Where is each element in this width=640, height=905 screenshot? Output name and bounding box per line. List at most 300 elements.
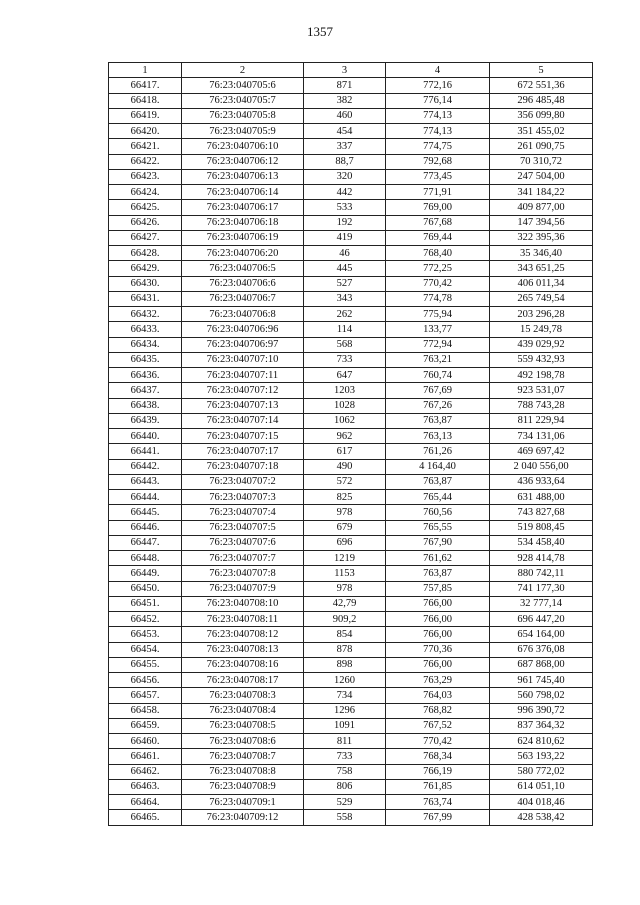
- cadastral-number-cell: 76:23:040707:7: [182, 551, 304, 566]
- cadastral-number-cell: 76:23:040707:4: [182, 505, 304, 520]
- cadastral-value-cell: 15 249,78: [490, 322, 593, 337]
- unit-value-cell: 792,68: [386, 154, 490, 169]
- cadastral-number-cell: 76:23:040706:20: [182, 246, 304, 261]
- unit-value-cell: 775,94: [386, 307, 490, 322]
- area-cell: 733: [304, 352, 386, 367]
- table-row: [109, 246, 593, 261]
- cadastral-value-cell: 406 011,34: [490, 276, 593, 291]
- row-number-cell: 66423.: [109, 169, 182, 184]
- table-row: [109, 124, 593, 139]
- unit-value-cell: 766,00: [386, 596, 490, 611]
- area-cell: 558: [304, 810, 386, 825]
- cadastral-value-cell: 743 827,68: [490, 505, 593, 520]
- row-number-cell: 66465.: [109, 810, 182, 825]
- cadastral-number-cell: 76:23:040707:8: [182, 566, 304, 581]
- cadastral-number-cell: 76:23:040708:11: [182, 612, 304, 627]
- row-number-cell: 66442.: [109, 459, 182, 474]
- cadastral-value-cell: 203 296,28: [490, 307, 593, 322]
- cadastral-value-cell: 631 488,00: [490, 490, 593, 505]
- row-number-cell: 66440.: [109, 429, 182, 444]
- area-cell: 1028: [304, 398, 386, 413]
- table-row: [109, 596, 593, 611]
- area-cell: 445: [304, 261, 386, 276]
- table-row: [109, 627, 593, 642]
- area-cell: 978: [304, 505, 386, 520]
- unit-value-cell: 763,13: [386, 429, 490, 444]
- cadastral-number-cell: 76:23:040707:15: [182, 429, 304, 444]
- cadastral-value-cell: 356 099,80: [490, 108, 593, 123]
- cadastral-value-cell: 247 504,00: [490, 169, 593, 184]
- table-row: [109, 566, 593, 581]
- cadastral-value-cell: 469 697,42: [490, 444, 593, 459]
- table-row: [109, 673, 593, 688]
- cadastral-value-cell: 296 485,48: [490, 93, 593, 108]
- table-row: [109, 703, 593, 718]
- cadastral-value-cell: 341 184,22: [490, 185, 593, 200]
- cadastral-value-cell: 436 933,64: [490, 474, 593, 489]
- row-number-cell: 66445.: [109, 505, 182, 520]
- cadastral-value-cell: 560 798,02: [490, 688, 593, 703]
- unit-value-cell: 774,13: [386, 108, 490, 123]
- row-number-cell: 66424.: [109, 185, 182, 200]
- area-cell: 758: [304, 764, 386, 779]
- unit-value-cell: 769,44: [386, 230, 490, 245]
- cadastral-number-cell: 76:23:040707:6: [182, 535, 304, 550]
- table-row: [109, 261, 593, 276]
- cadastral-number-cell: 76:23:040705:8: [182, 108, 304, 123]
- area-cell: 811: [304, 734, 386, 749]
- cadastral-value-cell: 563 193,22: [490, 749, 593, 764]
- cadastral-value-cell: 928 414,78: [490, 551, 593, 566]
- cadastral-number-cell: 76:23:040708:7: [182, 749, 304, 764]
- table-row: [109, 734, 593, 749]
- row-number-cell: 66446.: [109, 520, 182, 535]
- row-number-cell: 66447.: [109, 535, 182, 550]
- cadastral-value-cell: 614 051,10: [490, 779, 593, 794]
- table-row: [109, 139, 593, 154]
- table-row: [109, 398, 593, 413]
- area-cell: 419: [304, 230, 386, 245]
- cadastral-value-cell: 696 447,20: [490, 612, 593, 627]
- row-number-cell: 66418.: [109, 93, 182, 108]
- area-cell: 1153: [304, 566, 386, 581]
- cadastral-value-cell: 923 531,07: [490, 383, 593, 398]
- unit-value-cell: 763,87: [386, 474, 490, 489]
- cadastral-value-cell: 676 376,08: [490, 642, 593, 657]
- cadastral-value-cell: 624 810,62: [490, 734, 593, 749]
- row-number-cell: 66432.: [109, 307, 182, 322]
- table-row: [109, 291, 593, 306]
- cadastral-value-cell: 351 455,02: [490, 124, 593, 139]
- area-cell: 572: [304, 474, 386, 489]
- cadastral-number-cell: 76:23:040705:7: [182, 93, 304, 108]
- cadastral-value-cell: 2 040 556,00: [490, 459, 593, 474]
- cadastral-value-cell: 439 029,92: [490, 337, 593, 352]
- cadastral-number-cell: 76:23:040708:4: [182, 703, 304, 718]
- row-number-cell: 66455.: [109, 657, 182, 672]
- unit-value-cell: 771,91: [386, 185, 490, 200]
- table-row: [109, 200, 593, 215]
- unit-value-cell: 757,85: [386, 581, 490, 596]
- row-number-cell: 66426.: [109, 215, 182, 230]
- cadastral-value-cell: 519 808,45: [490, 520, 593, 535]
- unit-value-cell: 763,74: [386, 795, 490, 810]
- row-number-cell: 66459.: [109, 718, 182, 733]
- unit-value-cell: 768,40: [386, 246, 490, 261]
- row-number-cell: 66436.: [109, 368, 182, 383]
- row-number-cell: 66450.: [109, 581, 182, 596]
- area-cell: 962: [304, 429, 386, 444]
- table-row: [109, 185, 593, 200]
- row-number-cell: 66449.: [109, 566, 182, 581]
- table-row: [109, 352, 593, 367]
- row-number-cell: 66453.: [109, 627, 182, 642]
- unit-value-cell: 763,29: [386, 673, 490, 688]
- cadastral-value-cell: 322 395,36: [490, 230, 593, 245]
- row-number-cell: 66451.: [109, 596, 182, 611]
- row-number-cell: 66463.: [109, 779, 182, 794]
- cadastral-number-cell: 76:23:040707:13: [182, 398, 304, 413]
- unit-value-cell: 767,90: [386, 535, 490, 550]
- cadastral-number-cell: 76:23:040706:97: [182, 337, 304, 352]
- cadastral-value-cell: 654 164,00: [490, 627, 593, 642]
- unit-value-cell: 767,68: [386, 215, 490, 230]
- cadastral-number-cell: 76:23:040706:5: [182, 261, 304, 276]
- cadastral-number-cell: 76:23:040707:5: [182, 520, 304, 535]
- area-cell: 679: [304, 520, 386, 535]
- area-cell: 192: [304, 215, 386, 230]
- cadastral-number-cell: 76:23:040705:6: [182, 78, 304, 93]
- row-number-cell: 66434.: [109, 337, 182, 352]
- table-row: [109, 154, 593, 169]
- row-number-cell: 66428.: [109, 246, 182, 261]
- area-cell: 442: [304, 185, 386, 200]
- column-header-5: 5: [490, 63, 593, 78]
- row-number-cell: 66461.: [109, 749, 182, 764]
- area-cell: 878: [304, 642, 386, 657]
- table-body: [109, 78, 593, 825]
- cadastral-number-cell: 76:23:040708:12: [182, 627, 304, 642]
- cadastral-value-cell: 996 390,72: [490, 703, 593, 718]
- cadastral-number-cell: 76:23:040707:2: [182, 474, 304, 489]
- cadastral-value-cell: 961 745,40: [490, 673, 593, 688]
- table-row: [109, 535, 593, 550]
- cadastral-number-cell: 76:23:040706:17: [182, 200, 304, 215]
- unit-value-cell: 765,55: [386, 520, 490, 535]
- table-row: [109, 718, 593, 733]
- row-number-cell: 66452.: [109, 612, 182, 627]
- unit-value-cell: 767,52: [386, 718, 490, 733]
- area-cell: 262: [304, 307, 386, 322]
- area-cell: 806: [304, 779, 386, 794]
- unit-value-cell: 766,00: [386, 657, 490, 672]
- table-row: [109, 749, 593, 764]
- table-row: [109, 764, 593, 779]
- cadastral-number-cell: 76:23:040708:16: [182, 657, 304, 672]
- area-cell: 733: [304, 749, 386, 764]
- cadastral-number-cell: 76:23:040707:11: [182, 368, 304, 383]
- row-number-cell: 66460.: [109, 734, 182, 749]
- area-cell: 854: [304, 627, 386, 642]
- table-row: [109, 429, 593, 444]
- row-number-cell: 66429.: [109, 261, 182, 276]
- cadastral-number-cell: 76:23:040708:6: [182, 734, 304, 749]
- cadastral-value-cell: 741 177,30: [490, 581, 593, 596]
- unit-value-cell: 773,45: [386, 169, 490, 184]
- area-cell: 454: [304, 124, 386, 139]
- cadastral-number-cell: 76:23:040707:18: [182, 459, 304, 474]
- row-number-cell: 66458.: [109, 703, 182, 718]
- cadastral-number-cell: 76:23:040708:8: [182, 764, 304, 779]
- area-cell: 978: [304, 581, 386, 596]
- cadastral-value-cell: 734 131,06: [490, 429, 593, 444]
- column-header-2: 2: [182, 63, 304, 78]
- cadastral-value-cell: 687 868,00: [490, 657, 593, 672]
- cadastral-number-cell: 76:23:040708:9: [182, 779, 304, 794]
- cadastral-value-cell: 428 538,42: [490, 810, 593, 825]
- unit-value-cell: 772,25: [386, 261, 490, 276]
- cadastral-value-cell: 261 090,75: [490, 139, 593, 154]
- area-cell: 1219: [304, 551, 386, 566]
- table-row: [109, 779, 593, 794]
- row-number-cell: 66422.: [109, 154, 182, 169]
- cadastral-value-cell: 265 749,54: [490, 291, 593, 306]
- row-number-cell: 66444.: [109, 490, 182, 505]
- unit-value-cell: 761,26: [386, 444, 490, 459]
- column-header-4: 4: [386, 63, 490, 78]
- area-cell: 320: [304, 169, 386, 184]
- table-row: [109, 459, 593, 474]
- unit-value-cell: 770,42: [386, 276, 490, 291]
- row-number-cell: 66419.: [109, 108, 182, 123]
- area-cell: 568: [304, 337, 386, 352]
- unit-value-cell: 763,87: [386, 566, 490, 581]
- area-cell: 898: [304, 657, 386, 672]
- unit-value-cell: 766,00: [386, 627, 490, 642]
- area-cell: 460: [304, 108, 386, 123]
- area-cell: 382: [304, 93, 386, 108]
- row-number-cell: 66425.: [109, 200, 182, 215]
- cadastral-value-cell: 32 777,14: [490, 596, 593, 611]
- unit-value-cell: 770,36: [386, 642, 490, 657]
- table-row: [109, 337, 593, 352]
- table-row: [109, 520, 593, 535]
- cadastral-number-cell: 76:23:040706:96: [182, 322, 304, 337]
- unit-value-cell: 761,85: [386, 779, 490, 794]
- cadastral-value-cell: 534 458,40: [490, 535, 593, 550]
- unit-value-cell: 768,34: [386, 749, 490, 764]
- cadastral-number-cell: 76:23:040708:5: [182, 718, 304, 733]
- page-number: 1357: [307, 24, 333, 39]
- row-number-cell: 66438.: [109, 398, 182, 413]
- unit-value-cell: 766,00: [386, 612, 490, 627]
- area-cell: 871: [304, 78, 386, 93]
- table-row: [109, 612, 593, 627]
- unit-value-cell: 4 164,40: [386, 459, 490, 474]
- unit-value-cell: 766,19: [386, 764, 490, 779]
- cadastral-number-cell: 76:23:040706:6: [182, 276, 304, 291]
- cadastral-number-cell: 76:23:040707:3: [182, 490, 304, 505]
- row-number-cell: 66464.: [109, 795, 182, 810]
- table-row: [109, 276, 593, 291]
- cadastral-value-cell: 811 229,94: [490, 413, 593, 428]
- area-cell: 1091: [304, 718, 386, 733]
- cadastral-value-cell: 35 346,40: [490, 246, 593, 261]
- row-number-cell: 66437.: [109, 383, 182, 398]
- row-number-cell: 66441.: [109, 444, 182, 459]
- table-row: [109, 215, 593, 230]
- table-row: [109, 383, 593, 398]
- unit-value-cell: 764,03: [386, 688, 490, 703]
- area-cell: 1062: [304, 413, 386, 428]
- cadastral-number-cell: 76:23:040706:13: [182, 169, 304, 184]
- table-row: [109, 413, 593, 428]
- area-cell: 825: [304, 490, 386, 505]
- cadastral-value-cell: 580 772,02: [490, 764, 593, 779]
- area-cell: 1260: [304, 673, 386, 688]
- area-cell: 343: [304, 291, 386, 306]
- cadastral-number-cell: 76:23:040708:17: [182, 673, 304, 688]
- area-cell: 527: [304, 276, 386, 291]
- table-row: [109, 108, 593, 123]
- cadastral-number-cell: 76:23:040706:8: [182, 307, 304, 322]
- cadastral-number-cell: 76:23:040707:14: [182, 413, 304, 428]
- cadastral-number-cell: 76:23:040706:10: [182, 139, 304, 154]
- table-row: [109, 581, 593, 596]
- unit-value-cell: 774,13: [386, 124, 490, 139]
- cadastral-number-cell: 76:23:040706:12: [182, 154, 304, 169]
- cadastral-value-cell: 147 394,56: [490, 215, 593, 230]
- unit-value-cell: 763,87: [386, 413, 490, 428]
- cadastral-number-cell: 76:23:040709:1: [182, 795, 304, 810]
- row-number-cell: 66457.: [109, 688, 182, 703]
- cadastral-number-cell: 76:23:040708:13: [182, 642, 304, 657]
- row-number-cell: 66443.: [109, 474, 182, 489]
- table-row: [109, 657, 593, 672]
- row-number-cell: 66462.: [109, 764, 182, 779]
- column-header-3: 3: [304, 63, 386, 78]
- row-number-cell: 66430.: [109, 276, 182, 291]
- cadastral-number-cell: 76:23:040707:17: [182, 444, 304, 459]
- unit-value-cell: 761,62: [386, 551, 490, 566]
- row-number-cell: 66448.: [109, 551, 182, 566]
- area-cell: 909,2: [304, 612, 386, 627]
- cadastral-number-cell: 76:23:040706:19: [182, 230, 304, 245]
- cadastral-value-cell: 404 018,46: [490, 795, 593, 810]
- unit-value-cell: 760,74: [386, 368, 490, 383]
- cadastral-number-cell: 76:23:040706:7: [182, 291, 304, 306]
- cadastral-value-cell: 409 877,00: [490, 200, 593, 215]
- unit-value-cell: 774,75: [386, 139, 490, 154]
- table-row: [109, 642, 593, 657]
- unit-value-cell: 769,00: [386, 200, 490, 215]
- area-cell: 1203: [304, 383, 386, 398]
- area-cell: 114: [304, 322, 386, 337]
- table-row: [109, 368, 593, 383]
- unit-value-cell: 770,42: [386, 734, 490, 749]
- cadastral-number-cell: 76:23:040708:3: [182, 688, 304, 703]
- table-row: [109, 795, 593, 810]
- cadastral-value-cell: 672 551,36: [490, 78, 593, 93]
- row-number-cell: 66427.: [109, 230, 182, 245]
- cadastral-number-cell: 76:23:040709:12: [182, 810, 304, 825]
- row-number-cell: 66456.: [109, 673, 182, 688]
- area-cell: 734: [304, 688, 386, 703]
- cadastral-value-cell: 559 432,93: [490, 352, 593, 367]
- area-cell: 88,7: [304, 154, 386, 169]
- row-number-cell: 66431.: [109, 291, 182, 306]
- row-number-cell: 66454.: [109, 642, 182, 657]
- area-cell: 490: [304, 459, 386, 474]
- area-cell: 529: [304, 795, 386, 810]
- table-row: [109, 505, 593, 520]
- area-cell: 337: [304, 139, 386, 154]
- unit-value-cell: 767,69: [386, 383, 490, 398]
- area-cell: 696: [304, 535, 386, 550]
- cadastral-number-cell: 76:23:040706:14: [182, 185, 304, 200]
- unit-value-cell: 767,26: [386, 398, 490, 413]
- row-number-cell: 66433.: [109, 322, 182, 337]
- cadastral-value-cell: 837 364,32: [490, 718, 593, 733]
- area-cell: 1296: [304, 703, 386, 718]
- cadastral-number-cell: 76:23:040707:12: [182, 383, 304, 398]
- unit-value-cell: 765,44: [386, 490, 490, 505]
- table-row: [109, 444, 593, 459]
- table-row: [109, 810, 593, 825]
- unit-value-cell: 767,99: [386, 810, 490, 825]
- unit-value-cell: 774,78: [386, 291, 490, 306]
- unit-value-cell: 133,77: [386, 322, 490, 337]
- column-number-row: [109, 63, 593, 78]
- unit-value-cell: 772,16: [386, 78, 490, 93]
- table-row: [109, 307, 593, 322]
- cadastral-value-cell: 343 651,25: [490, 261, 593, 276]
- table-row: [109, 230, 593, 245]
- cadastral-value-cell: 70 310,72: [490, 154, 593, 169]
- area-cell: 617: [304, 444, 386, 459]
- cadastral-number-cell: 76:23:040707:10: [182, 352, 304, 367]
- table-row: [109, 688, 593, 703]
- table-row: [109, 322, 593, 337]
- area-cell: 46: [304, 246, 386, 261]
- cadastral-number-cell: 76:23:040705:9: [182, 124, 304, 139]
- table-row: [109, 93, 593, 108]
- area-cell: 533: [304, 200, 386, 215]
- row-number-cell: 66435.: [109, 352, 182, 367]
- cadastral-number-cell: 76:23:040708:10: [182, 596, 304, 611]
- unit-value-cell: 763,21: [386, 352, 490, 367]
- area-cell: 647: [304, 368, 386, 383]
- table-row: [109, 490, 593, 505]
- row-number-cell: 66420.: [109, 124, 182, 139]
- cadastral-value-cell: 492 198,78: [490, 368, 593, 383]
- cadastral-value-cell: 880 742,11: [490, 566, 593, 581]
- area-cell: 42,79: [304, 596, 386, 611]
- unit-value-cell: 772,94: [386, 337, 490, 352]
- row-number-cell: 66439.: [109, 413, 182, 428]
- table-row: [109, 169, 593, 184]
- table-row: [109, 551, 593, 566]
- unit-value-cell: 768,82: [386, 703, 490, 718]
- row-number-cell: 66417.: [109, 78, 182, 93]
- unit-value-cell: 760,56: [386, 505, 490, 520]
- cadastral-number-cell: 76:23:040707:9: [182, 581, 304, 596]
- table-row: [109, 78, 593, 93]
- unit-value-cell: 776,14: [386, 93, 490, 108]
- cadastral-value-table: [108, 62, 593, 826]
- cadastral-number-cell: 76:23:040706:18: [182, 215, 304, 230]
- row-number-cell: 66421.: [109, 139, 182, 154]
